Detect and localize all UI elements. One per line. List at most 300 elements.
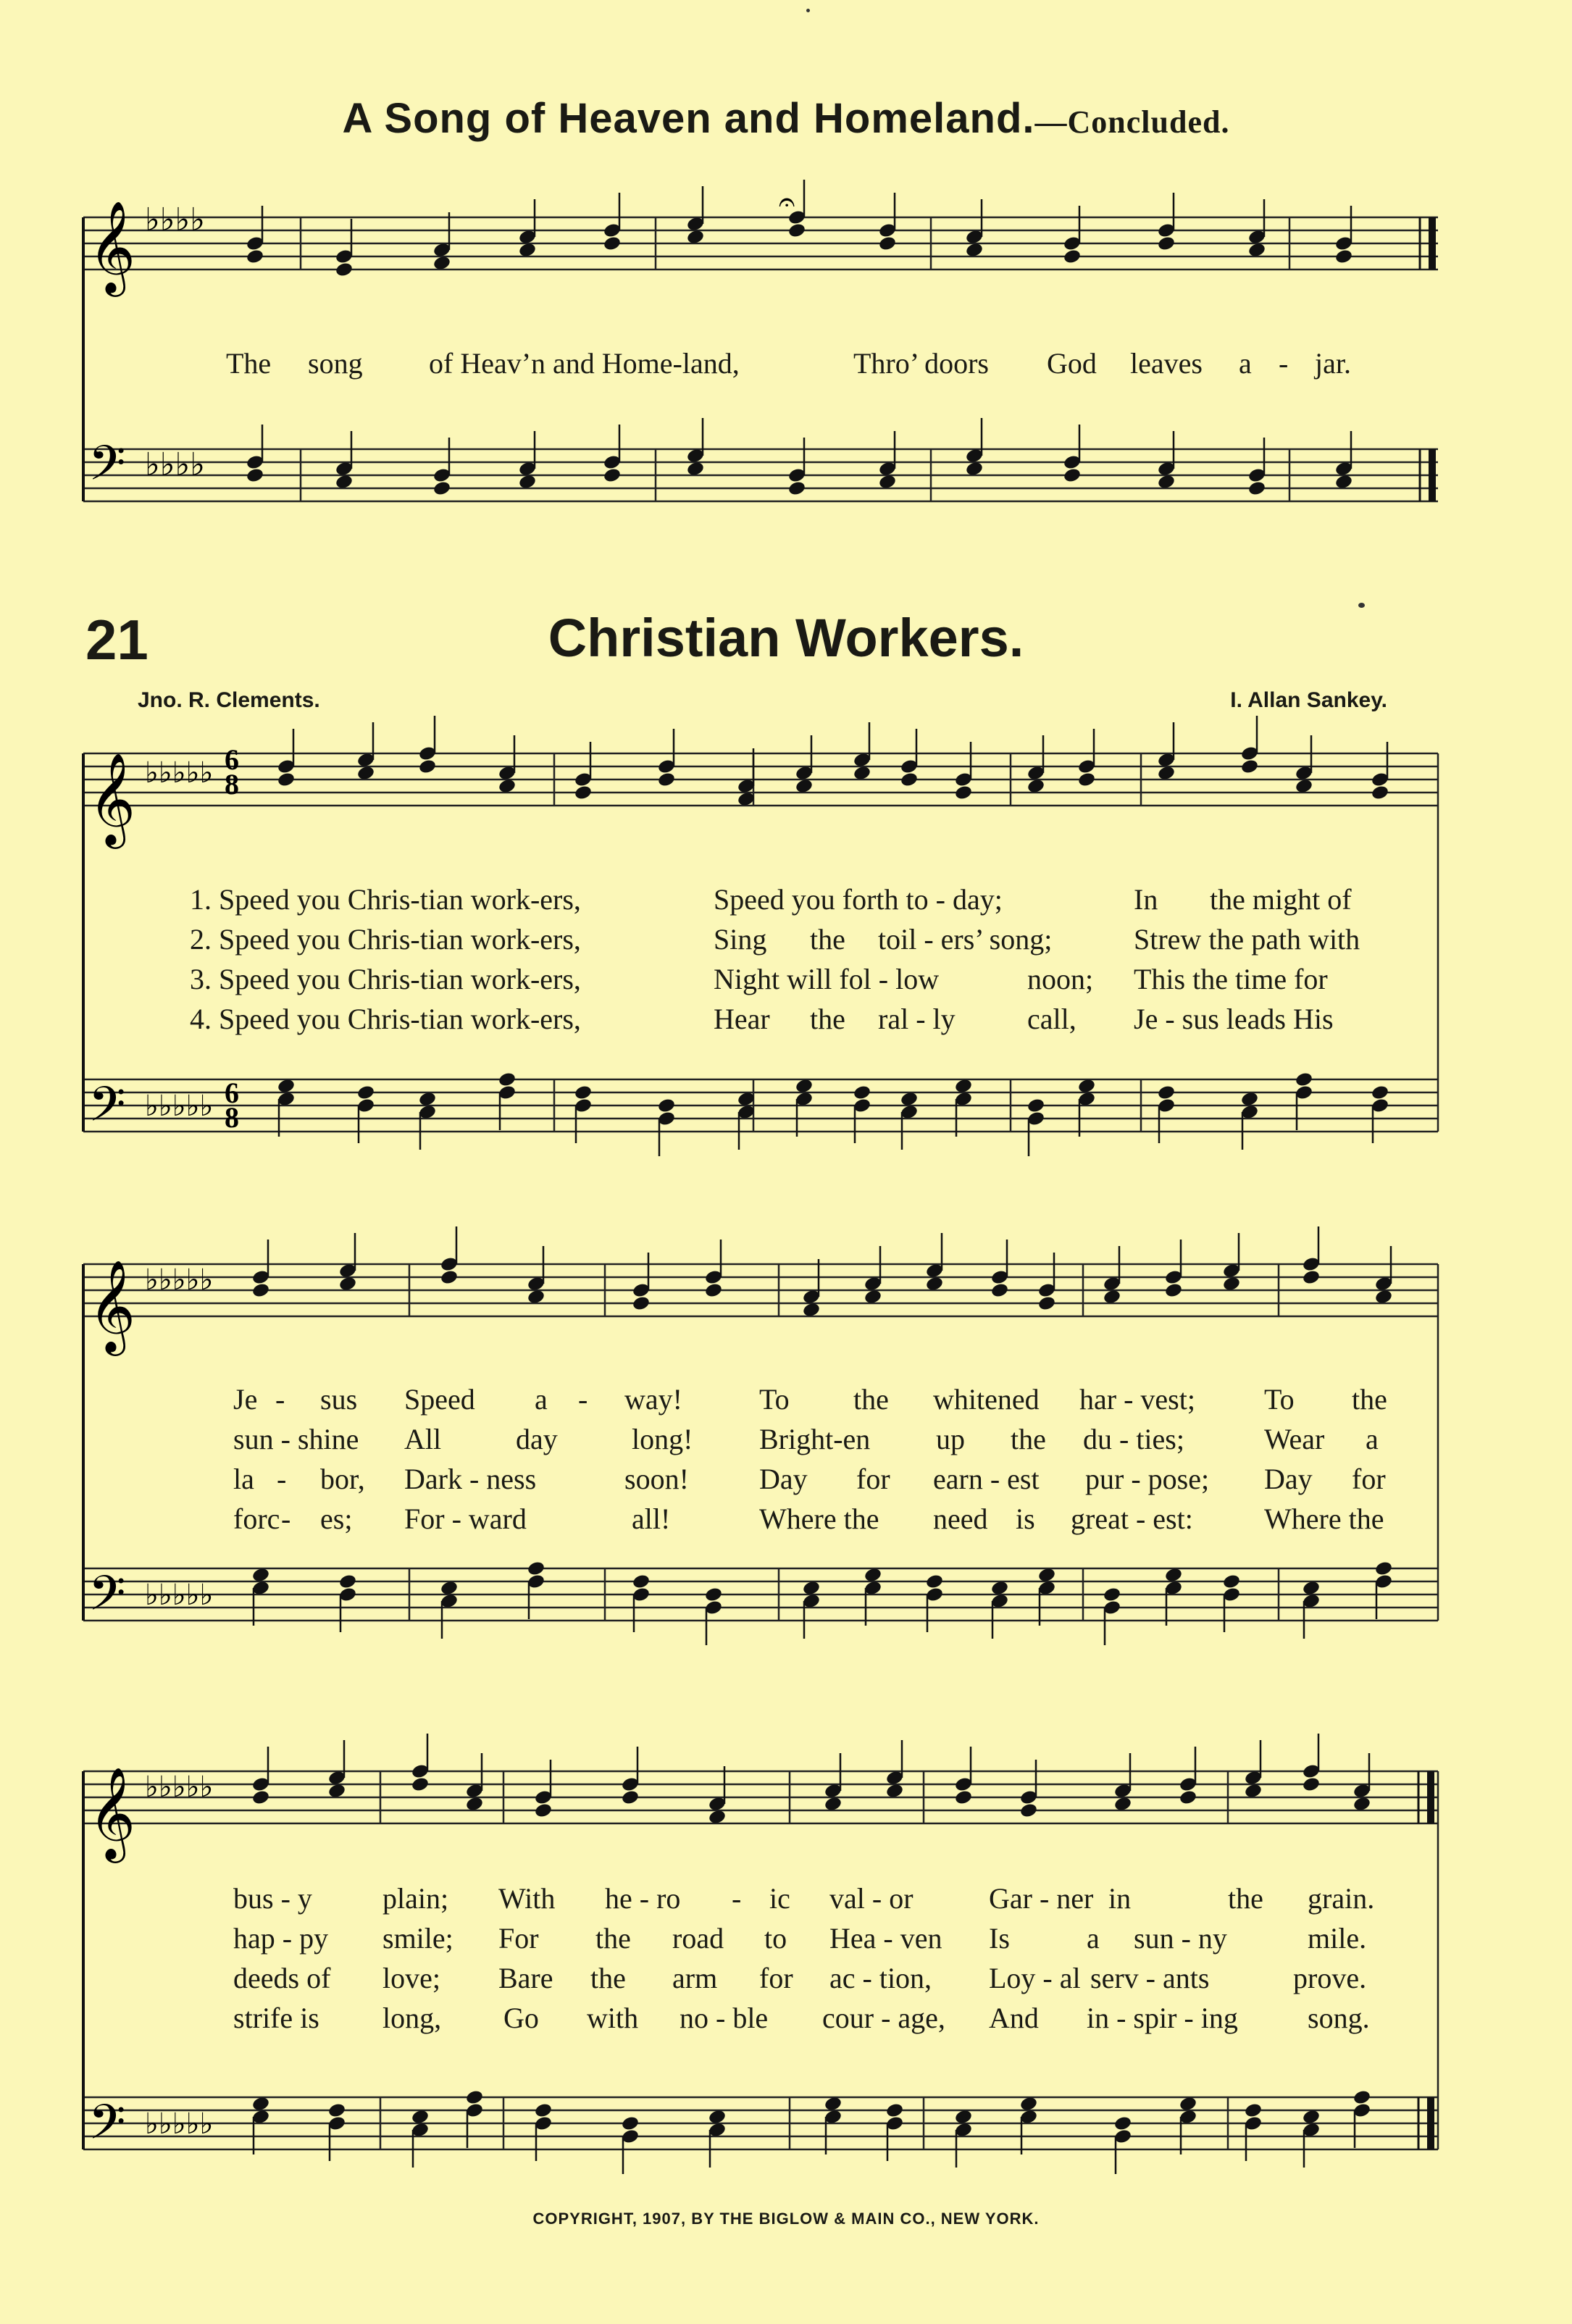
lyric-word: Where the xyxy=(759,1502,879,1535)
lyric-phrase: 2. Speed you Chris-tian work-ers, xyxy=(190,923,581,956)
note-head xyxy=(1077,772,1096,788)
note-head xyxy=(925,1276,944,1292)
lyric-word: - xyxy=(277,1463,287,1495)
lyric-word: for xyxy=(856,1463,890,1495)
lyric-word: Is xyxy=(989,1922,1010,1955)
lyric-word: du - ties; xyxy=(1083,1423,1184,1455)
note-head xyxy=(277,772,296,788)
lyric-word: day xyxy=(516,1423,558,1455)
lyric-word: mile. xyxy=(1308,1922,1367,1955)
note-head xyxy=(632,1573,651,1590)
note-head xyxy=(1222,1587,1241,1603)
note-head xyxy=(1352,2089,1371,2106)
note-head xyxy=(925,1573,944,1590)
note-head xyxy=(251,1269,270,1286)
lyric-word: - xyxy=(275,1383,285,1416)
note-head xyxy=(708,1796,727,1813)
note-head xyxy=(853,1084,871,1101)
note-head xyxy=(440,1580,459,1597)
note-head xyxy=(1077,1078,1096,1095)
lyricist-credit: Jno. R. Clements. xyxy=(138,688,320,712)
note-head xyxy=(1164,1269,1183,1286)
lyric-word: Gar - ner xyxy=(989,1882,1094,1915)
note-head xyxy=(1374,1289,1393,1305)
note-head xyxy=(1019,2096,1038,2112)
note-head xyxy=(440,1593,459,1610)
lyric-word: deeds of xyxy=(233,1962,331,1994)
note-head xyxy=(418,1091,437,1108)
lyric-word: Day xyxy=(1264,1463,1313,1495)
note-head xyxy=(900,1091,919,1108)
lyric-word: - xyxy=(1279,347,1289,380)
note-head xyxy=(1113,1783,1132,1800)
lyric-word: way! xyxy=(624,1383,682,1416)
lyric-word: the xyxy=(1228,1882,1263,1915)
treble-staff xyxy=(83,217,1438,269)
final-barline xyxy=(1420,217,1436,501)
lyric-word: Wear xyxy=(1264,1423,1325,1455)
lyric-word: the xyxy=(1011,1423,1046,1455)
note-head xyxy=(1077,758,1096,775)
note-head xyxy=(411,2109,430,2126)
note-head xyxy=(1164,1567,1183,1584)
note-head xyxy=(795,765,814,782)
note-head xyxy=(954,1776,973,1793)
lyric-word: he - ro xyxy=(605,1882,681,1915)
note-head xyxy=(1103,1276,1121,1292)
note-head xyxy=(1103,1600,1121,1616)
note-head xyxy=(527,1289,545,1305)
lyric-word: long, xyxy=(382,2002,442,2034)
note-head xyxy=(802,1580,821,1597)
note-head xyxy=(1295,765,1313,782)
note-head xyxy=(632,1282,651,1299)
note-head xyxy=(704,1600,723,1616)
lyric-phrase: Je - sus leads His xyxy=(1134,1003,1334,1035)
fermata-icon: 𝄐 xyxy=(779,185,795,219)
note-head xyxy=(327,1783,346,1800)
note-head xyxy=(498,778,517,795)
lyric-word: la xyxy=(233,1463,254,1495)
previous-hymn-title-text: A Song of Heaven and Homeland. xyxy=(342,95,1035,142)
note-head xyxy=(356,765,375,782)
lyric-phrase: toil - ers’ song; xyxy=(878,923,1053,956)
note-head xyxy=(411,1763,430,1780)
note-head xyxy=(335,262,354,278)
note-head xyxy=(1371,1084,1389,1101)
lyric-phrase: Strew the path with xyxy=(1134,923,1360,956)
note-head xyxy=(574,1098,593,1114)
note-head xyxy=(465,1783,484,1800)
note-head xyxy=(708,1809,727,1826)
note-head xyxy=(465,2102,484,2119)
note-head xyxy=(1063,467,1082,484)
lyric-word: a xyxy=(535,1383,548,1416)
note-head xyxy=(432,480,451,497)
lyric-word: a xyxy=(1087,1922,1100,1955)
note-head xyxy=(465,2089,484,2106)
hymn-number: 21 xyxy=(85,608,149,672)
note-head xyxy=(632,1587,651,1603)
lyric-word: Speed xyxy=(404,1383,475,1416)
note-head xyxy=(1179,1789,1197,1806)
note-head xyxy=(1103,1289,1121,1305)
note-head xyxy=(1157,235,1176,252)
note-head xyxy=(246,467,264,484)
note-head xyxy=(885,2102,904,2119)
note-head xyxy=(1240,1091,1259,1108)
note-head xyxy=(864,1289,882,1305)
lyric-phrase: the might of xyxy=(1210,883,1352,916)
note-head xyxy=(1302,1763,1321,1780)
note-head xyxy=(1063,248,1082,265)
note-head xyxy=(1244,1783,1263,1800)
note-head xyxy=(1113,1796,1132,1813)
note-head xyxy=(1374,1560,1393,1577)
lyric-word: soon! xyxy=(624,1463,689,1495)
note-head xyxy=(1113,2128,1132,2145)
lyric-word: And xyxy=(989,2002,1039,2034)
note-head xyxy=(657,1111,676,1127)
note-head xyxy=(1222,1573,1241,1590)
lyric-word: serv - ants xyxy=(1090,1962,1210,1994)
note-head xyxy=(1019,2109,1038,2126)
lyric-word: arm xyxy=(672,1962,718,1994)
note-head xyxy=(251,1567,270,1584)
note-head xyxy=(1179,2109,1197,2126)
note-head xyxy=(574,785,593,801)
lyric-word: to xyxy=(764,1922,787,1955)
note-head xyxy=(338,1263,357,1279)
lyric-phrase: In xyxy=(1134,883,1158,916)
lyric-word: With xyxy=(498,1882,556,1915)
lyric-word: God xyxy=(1047,347,1097,380)
lyric-word: the xyxy=(1352,1383,1387,1416)
key-signature-flats-bass-icon: ♭♭♭♭♭ xyxy=(145,2107,214,2141)
lyric-word: of Heav’n and Home-land, xyxy=(429,347,740,380)
concluded-score xyxy=(0,0,1572,580)
note-head xyxy=(802,1289,821,1305)
lyric-word: a xyxy=(1366,1423,1379,1455)
note-head xyxy=(498,1084,517,1101)
lyric-word: Hea - ven xyxy=(829,1922,942,1955)
note-head xyxy=(440,1269,459,1286)
lyric-word: For xyxy=(498,1922,539,1955)
note-head xyxy=(632,1295,651,1312)
lyric-word: sun - shine xyxy=(233,1423,359,1455)
note-head xyxy=(1037,1295,1056,1312)
lyric-phrase: 1. Speed you Chris-tian work-ers, xyxy=(190,883,581,916)
lyric-word: bus - y xyxy=(233,1882,312,1915)
lyric-word: Go xyxy=(503,2002,539,2034)
note-head xyxy=(1037,1282,1056,1299)
lyric-phrase: Hear xyxy=(714,1003,770,1035)
lyric-word: no - ble xyxy=(680,2002,769,2034)
note-head xyxy=(1352,1783,1371,1800)
note-head xyxy=(900,1104,919,1121)
lyric-phrase: Speed you forth to - day; xyxy=(714,883,1003,916)
note-head xyxy=(1179,2096,1197,2112)
note-head xyxy=(1027,778,1045,795)
note-head xyxy=(1302,1580,1321,1597)
key-signature-flats-icon: ♭♭♭♭♭ xyxy=(145,1771,214,1804)
lyric-word: prove. xyxy=(1293,1962,1367,1994)
note-head xyxy=(1019,1789,1038,1806)
note-head xyxy=(251,1282,270,1299)
composer-credit: I. Allan Sankey. xyxy=(1230,688,1387,712)
note-head xyxy=(534,1789,553,1806)
lyric-word: the xyxy=(853,1383,889,1416)
note-head xyxy=(534,1802,553,1819)
note-head xyxy=(737,1091,756,1108)
note-head xyxy=(954,785,973,801)
note-head xyxy=(1157,1084,1176,1101)
lyric-word: To xyxy=(759,1383,790,1416)
note-head xyxy=(418,758,437,775)
note-head xyxy=(1334,248,1353,265)
note-head xyxy=(338,1276,357,1292)
lyric-word: all! xyxy=(632,1502,671,1535)
note-head xyxy=(1302,2122,1321,2139)
note-head xyxy=(1302,2109,1321,2126)
time-signature-top: 6 xyxy=(225,743,239,776)
print-speck xyxy=(1358,603,1365,608)
note-head xyxy=(621,1789,640,1806)
lyric-word: love; xyxy=(382,1962,440,1994)
note-head xyxy=(864,1567,882,1584)
note-head xyxy=(802,1593,821,1610)
lyric-word: whitened xyxy=(933,1383,1040,1416)
note-head xyxy=(1222,1276,1241,1292)
lyric-word: smile; xyxy=(382,1922,453,1955)
lyric-word: val - or xyxy=(829,1882,913,1915)
lyric-word: is xyxy=(1016,1502,1035,1535)
note-head xyxy=(853,765,871,782)
note-head xyxy=(787,222,806,239)
lyric-phrase: ral - ly xyxy=(878,1003,956,1035)
key-signature-flats-icon: ♭♭♭♭ xyxy=(145,201,206,238)
note-head xyxy=(925,1587,944,1603)
lyric-word: with xyxy=(587,2002,639,2034)
lyric-word: the xyxy=(595,1922,631,1955)
treble-clef-icon: 𝄞 xyxy=(88,1259,136,1352)
note-head xyxy=(338,1587,357,1603)
note-head xyxy=(990,1580,1009,1597)
time-signature-top-bass: 6 xyxy=(225,1077,239,1109)
note-head xyxy=(1302,1269,1321,1286)
note-head xyxy=(1371,785,1389,801)
note-head xyxy=(864,1276,882,1292)
copyright-notice: COPYRIGHT, 1907, BY THE BIGLOW & MAIN CO., NEW YORK. xyxy=(532,2210,1040,2228)
note-head xyxy=(1302,1593,1321,1610)
note-head xyxy=(356,1084,375,1101)
lyric-phrase: 3. Speed you Chris-tian work-ers, xyxy=(190,963,581,995)
note-head xyxy=(1240,758,1259,775)
lyric-word: All xyxy=(404,1423,442,1455)
note-head xyxy=(853,752,871,769)
note-head xyxy=(737,1104,756,1121)
note-head xyxy=(1103,1587,1121,1603)
lyric-word: har - vest; xyxy=(1079,1383,1195,1416)
note-head xyxy=(534,2115,553,2132)
lyric-word: To xyxy=(1264,1383,1295,1416)
lyric-phrase: the xyxy=(810,1003,845,1035)
note-head xyxy=(621,2115,640,2132)
lyric-word: Where the xyxy=(1264,1502,1384,1535)
lyric-word: ic xyxy=(769,1882,790,1915)
treble-clef-icon: 𝄞 xyxy=(88,752,136,845)
key-signature-flats-bass-icon: ♭♭♭♭♭ xyxy=(145,1579,214,1612)
lyric-word: strife is xyxy=(233,2002,319,2034)
lyric-word: cour - age, xyxy=(822,2002,945,2034)
lyric-word: long! xyxy=(632,1423,693,1455)
note-head xyxy=(527,1573,545,1590)
note-head xyxy=(787,480,806,497)
note-head xyxy=(603,235,622,252)
note-head xyxy=(1352,1796,1371,1813)
note-head xyxy=(338,1573,357,1590)
note-head xyxy=(1179,1776,1197,1793)
bass-staff xyxy=(83,449,1438,501)
note-head xyxy=(885,1770,904,1786)
lyric-word: - xyxy=(281,1502,291,1535)
note-head xyxy=(1037,1567,1056,1584)
note-head xyxy=(864,1580,882,1597)
note-head xyxy=(251,1580,270,1597)
note-head xyxy=(356,1098,375,1114)
lyric-word: a xyxy=(1239,347,1252,380)
lyric-phrase: 4. Speed you Chris-tian work-ers, xyxy=(190,1003,581,1035)
lyric-phrase: the xyxy=(810,923,845,956)
treble-clef-icon: 𝄞 xyxy=(88,200,136,293)
lyric-word: forc xyxy=(233,1502,280,1535)
lyric-word: the xyxy=(590,1962,626,1994)
note-head xyxy=(574,772,593,788)
lyric-word: - xyxy=(732,1882,742,1915)
hymn-title: Christian Workers. xyxy=(548,608,1024,668)
lyric-word: in - spir - ing xyxy=(1087,2002,1238,2034)
note-head xyxy=(1027,1098,1045,1114)
note-head xyxy=(1295,1084,1313,1101)
note-head xyxy=(440,1256,459,1273)
note-head xyxy=(251,1789,270,1806)
note-head xyxy=(795,1078,814,1095)
note-head xyxy=(327,2102,346,2119)
note-head xyxy=(251,1776,270,1793)
note-head xyxy=(704,1282,723,1299)
note-head xyxy=(1077,1091,1096,1108)
note-head xyxy=(251,2109,270,2126)
note-head xyxy=(954,1789,973,1806)
note-head xyxy=(954,772,973,788)
note-head xyxy=(1240,745,1259,762)
lyric-word: earn - est xyxy=(933,1463,1040,1495)
note-head xyxy=(802,1302,821,1318)
note-head xyxy=(885,1783,904,1800)
note-head xyxy=(251,2096,270,2112)
note-head xyxy=(795,1091,814,1108)
lyric-phrase: call, xyxy=(1027,1003,1076,1035)
lyric-word: ac - tion, xyxy=(829,1962,932,1994)
lyric-phrase: Night will fol - low xyxy=(714,963,940,995)
lyric-word: Loy - al xyxy=(989,1962,1081,1994)
note-head xyxy=(465,1796,484,1813)
lyric-word: song xyxy=(308,347,363,380)
lyric-word: road xyxy=(672,1922,724,1955)
note-head xyxy=(824,1796,843,1813)
note-head xyxy=(1222,1263,1241,1279)
note-head xyxy=(990,1593,1009,1610)
lyric-word: Thro’ doors xyxy=(853,347,989,380)
note-head xyxy=(327,1770,346,1786)
lyric-word: Bare xyxy=(498,1962,553,1994)
lyric-word: for xyxy=(759,1962,793,1994)
note-head xyxy=(1302,1256,1321,1273)
note-head xyxy=(498,765,517,782)
note-head xyxy=(246,248,264,265)
note-head xyxy=(411,1776,430,1793)
note-head xyxy=(990,1269,1009,1286)
note-head xyxy=(824,1783,843,1800)
note-head xyxy=(853,1098,871,1114)
lyric-word: Je xyxy=(233,1383,258,1416)
note-head xyxy=(704,1269,723,1286)
previous-hymn-title-suffix: —Concluded. xyxy=(1034,104,1230,140)
note-head xyxy=(1244,2102,1263,2119)
lyric-word: Day xyxy=(759,1463,808,1495)
lyric-phrase: noon; xyxy=(1027,963,1094,995)
note-head xyxy=(954,1078,973,1095)
note-head xyxy=(603,467,622,484)
bass-clef-icon: 𝄢 xyxy=(88,2094,126,2162)
note-head xyxy=(657,772,676,788)
note-head xyxy=(824,2096,843,2112)
lyric-word: need xyxy=(933,1502,988,1535)
note-head xyxy=(1037,1580,1056,1597)
note-head xyxy=(878,235,897,252)
lyric-word: up xyxy=(936,1423,965,1455)
note-head xyxy=(574,1084,593,1101)
note-head xyxy=(277,758,296,775)
lyric-word: - xyxy=(578,1383,588,1416)
note-head xyxy=(1113,2115,1132,2132)
lyric-word: The xyxy=(226,347,272,380)
note-head xyxy=(954,2122,973,2139)
note-head xyxy=(1374,1276,1393,1292)
note-head xyxy=(527,1560,545,1577)
key-signature-flats-icon: ♭♭♭♭♭ xyxy=(145,756,214,790)
note-head xyxy=(418,1104,437,1121)
note-head xyxy=(498,1071,517,1088)
lyric-word: Dark - ness xyxy=(404,1463,537,1495)
lyric-word: Bright-en xyxy=(759,1423,871,1455)
note-head xyxy=(527,1276,545,1292)
bass-clef-icon: 𝄢 xyxy=(88,1077,126,1144)
key-signature-flats-bass-icon: ♭♭♭♭♭ xyxy=(145,1090,214,1123)
note-head xyxy=(885,2115,904,2132)
note-head xyxy=(356,752,375,769)
note-head xyxy=(737,791,756,808)
note-head xyxy=(1019,1802,1038,1819)
note-head xyxy=(1371,1098,1389,1114)
note-head xyxy=(621,2128,640,2145)
lyric-word: pur - pose; xyxy=(1085,1463,1210,1495)
lyric-word: plain; xyxy=(382,1882,449,1915)
note-head xyxy=(411,2122,430,2139)
note-head xyxy=(1247,480,1266,497)
note-head xyxy=(795,778,814,795)
note-head xyxy=(704,1587,723,1603)
